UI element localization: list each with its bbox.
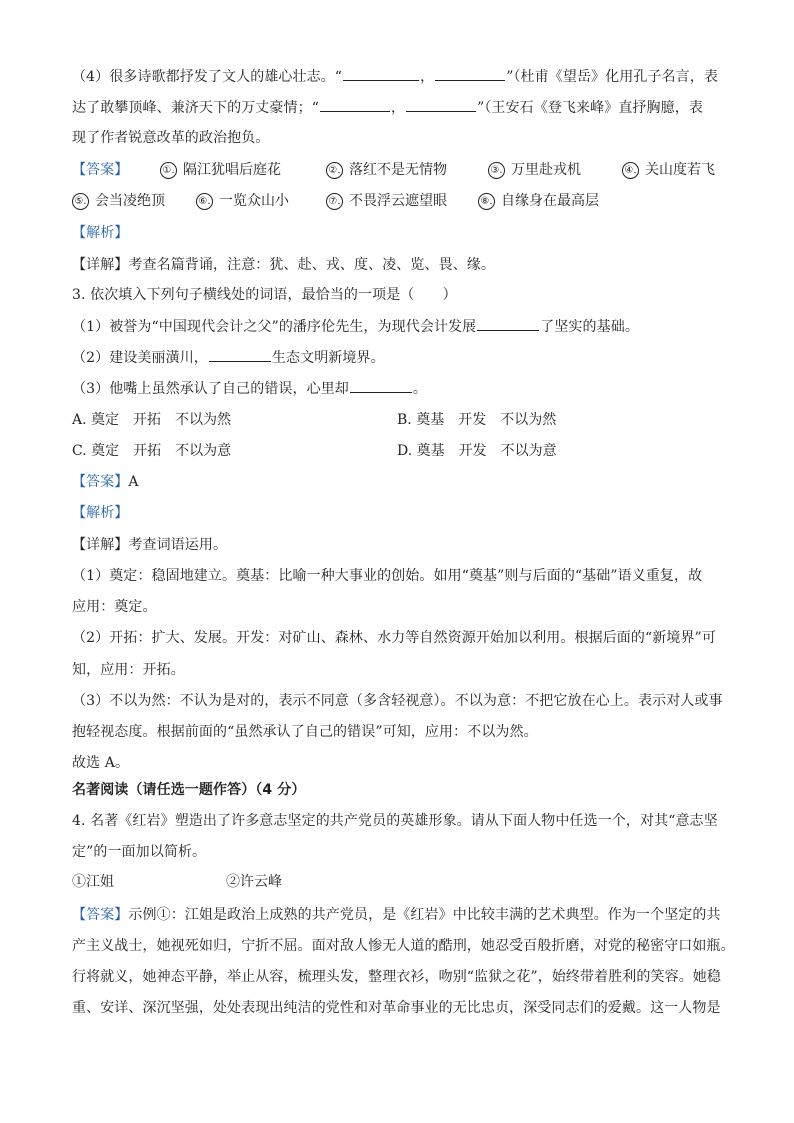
answer-item: ①. 隔江犹唱后庭花: [160, 160, 281, 180]
answer-item: ④. 关山度若飞: [622, 160, 715, 180]
question-line: 现了作者锐意改革的政治抱负。: [72, 130, 270, 146]
fill-blank: [406, 97, 476, 112]
option-1: ①江姐: [72, 874, 114, 890]
answer-line: 产主义战士，她视死如归，宁折不屈。面对敌人惨无人道的酷刑，她忍受百般折磨，对党的秘密守口如瓶。: [72, 938, 735, 954]
answer-tag: 【答案】: [72, 474, 129, 490]
answer-tag: 【答案】: [72, 162, 129, 178]
option-a: A. 奠定 开拓 不以为然: [72, 412, 232, 428]
answer-item: ②. 落红不是无情物: [326, 160, 447, 180]
option-2: ②许云峰: [226, 874, 282, 890]
section-title: 名著阅读（请任选一题作答）（4 分）: [72, 782, 306, 798]
fill-blank: [343, 66, 419, 81]
detail-line: 【详解】考查词语运用。: [72, 537, 228, 553]
answer-item: ⑦. 不畏浮云遮望眼: [326, 191, 447, 211]
detail-line: 【详解】考查名篇背诵，注意：犹、赴、戎、度、凌、览、畏、缘。: [72, 257, 496, 273]
answer-line: 【答案】A: [72, 474, 139, 490]
answer-line: 【答案】示例①：江姐是政治上成熟的共产党员，是《红岩》中比较丰满的艺术典型。作为一个坚定的共: [72, 907, 721, 923]
sentence-3: （3）他嘴上虽然承认了自己的错误，心里却 。: [72, 378, 427, 399]
question-line: 达了敢攀顶峰、兼济天下的万丈豪情；“ ， ”（王安石《登飞来峰》直抒胸臆，表: [72, 97, 703, 118]
detail-paragraph: （3）不以为然：不认为是对的，表示不同意（多含轻视意）。不以为意：不把它放在心上。表示对人或事: [72, 693, 723, 709]
answer-line: 重、安详、深沉坚强，处处表现出纯洁的党性和对革命事业的无比忠贞，深受同志们的爱戴。这一人物是: [72, 1000, 721, 1016]
answer-item: ⑥. 一览众山小: [196, 191, 289, 211]
fill-blank: [477, 316, 539, 331]
detail-paragraph: （1）奠定：稳固地建立。奠基：比喻一种大事业的创始。如用“奠基”则与后面的“基础”语义重复，故: [72, 568, 703, 584]
answer-line: 行将就义，她神态平静，举止从容，梳理头发，整理衣衫，吻别“监狱之花”，始终带着胜利的笑容。她稳: [72, 969, 722, 985]
option-b: B. 奠基 开发 不以为然: [397, 412, 557, 428]
fill-blank: [435, 66, 505, 81]
option-d: D. 奠基 开发 不以为意: [397, 443, 557, 459]
question-line: 定”的一面加以简析。: [72, 844, 207, 860]
detail-paragraph: 知，应用：开拓。: [72, 662, 185, 678]
choose-line: 故选 A。: [72, 755, 130, 771]
answer-tag: 【答案】: [72, 907, 129, 923]
detail-paragraph: （2）开拓：扩大、发展。开发：对矿山、森林、水力等自然资源开始加以利用。根据后面的“新境界”可: [72, 630, 716, 646]
option-c: C. 奠定 开拓 不以为意: [72, 443, 232, 459]
analysis-tag: 【解析】: [72, 225, 129, 241]
fill-blank: [209, 347, 271, 362]
detail-paragraph: 应用：奠定。: [72, 599, 157, 615]
analysis-tag: 【解析】: [72, 505, 129, 521]
question-line: （4）很多诗歌都抒发了文人的雄心壮志。“ ， ”（杜甫《望岳》化用孔子名言，表: [72, 66, 718, 87]
answer-item: ③. 万里赴戎机: [488, 160, 581, 180]
answer-item: ⑧. 自缘身在最高层: [478, 191, 599, 211]
fill-blank: [350, 378, 412, 393]
question-stem: 3. 依次填入下列句子横线处的词语，最恰当的一项是（ ）: [72, 287, 457, 303]
detail-paragraph: 抱轻视态度。根据前面的“虽然承认了自己的错误”可知，应用：不以为然。: [72, 724, 538, 740]
sentence-2: （2）建设美丽潢川， 生态文明新境界。: [72, 347, 385, 368]
sentence-1: （1）被誉为“中国现代会计之父”的潘序伦先生，为现代会计发展 了坚实的基础。: [72, 316, 639, 337]
answer-item: ⑤. 会当凌绝顶: [72, 191, 165, 211]
question-line: 4. 名著《红岩》塑造出了许多意志坚定的共产党员的英雄形象。请从下面人物中任选一个，对其“意志坚: [72, 813, 718, 829]
fill-blank: [320, 97, 390, 112]
